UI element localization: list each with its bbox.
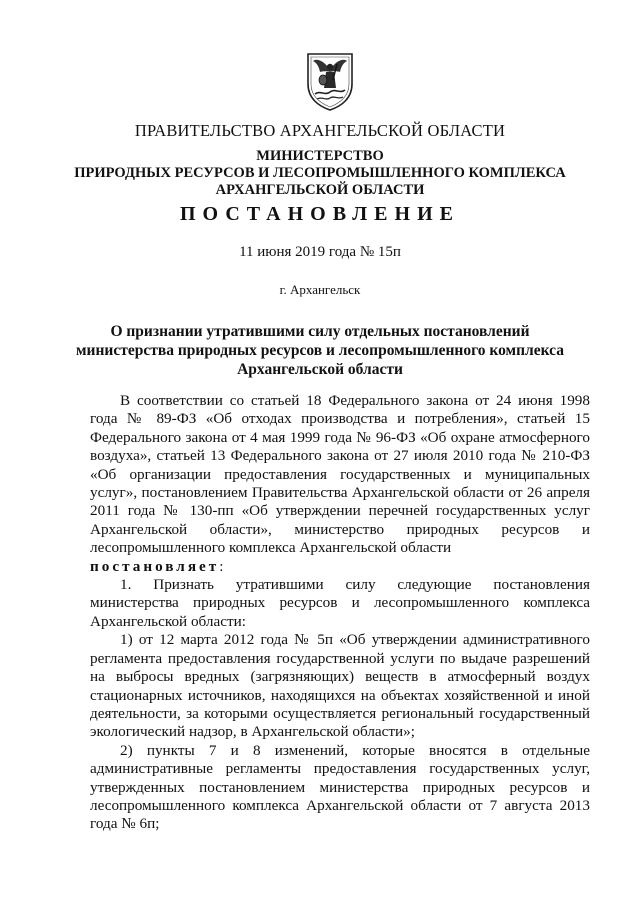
resolves-colon: : — [219, 557, 224, 575]
title-line-1: О признании утратившими силу отдельных постановлений — [110, 323, 530, 340]
subitem-2-paragraph: 2) пункты 7 и 8 изменений, которые вносятся в отдельные административные регламенты предоставления государственных услуг, утвержденных постановлением министерства природных ресурсов и лесопромышленного комплекса Архангельской области от 7 августа 2013 года № 6п; — [90, 741, 590, 833]
document-title — [0, 322, 640, 379]
document-date-number: 11 июня 2019 года № 15п — [239, 244, 401, 260]
document-type-heading: ПОСТАНОВЛЕНИЕ — [180, 203, 460, 225]
item-1-paragraph: 1. Признать утратившими силу следующие постановления министерства природных ресурсов и лесопромышленного комплекса Архангельской области: — [90, 576, 590, 630]
coat-of-arms-emblem — [304, 50, 356, 112]
title-line-2: министерства природных ресурсов и лесопромышленного комплекса — [76, 342, 564, 359]
subitem-1-paragraph: 1) от 12 марта 2012 года № 5п «Об утверждении административного регламента предоставления государственной услуги по выдаче разрешений на выбросы вредных (загрязняющих) веществ в атмосферный воздух стационарных источников, находящихся на объектах хозяйственной и иной деятельности, за которыми осуществляется региональный государственный экологический надзор, в Архангельской области»; — [90, 631, 590, 741]
ministry-line-1: МИНИСТЕРСТВО — [256, 148, 384, 164]
document-city: г. Архангельск — [279, 282, 361, 297]
coat-of-arms-icon — [304, 50, 356, 112]
preamble-paragraph: В соответствии со статьей 18 Федерального закона от 24 июня 1998 года № 89-ФЗ «Об отходах производства и потребления», статьей 15 Федерального закона от 4 мая 1999 года № 96-ФЗ «Об охране атмосферного воздуха», статьей 13 Федерального закона от 27 июля 2010 года № 210-ФЗ «Об организации предоставления государственных и муниципальных услуг», постановлением Правительства Архангельской области от 26 апреля 2011 года № 130-пп «Об утверждении перечней государственных услуг Архангельской области», министерство природных ресурсов и лесопромышленного комплекса Архангельской области — [90, 392, 590, 557]
document-body — [90, 392, 590, 834]
resolves-line — [90, 558, 590, 576]
ministry-line-2: ПРИРОДНЫХ РЕСУРСОВ И ЛЕСОПРОМЫШЛЕННОГО КОМПЛЕКСА — [74, 165, 566, 181]
ministry-line-3: АРХАНГЕЛЬСКОЙ ОБЛАСТИ — [215, 182, 425, 198]
government-name: ПРАВИТЕЛЬСТВО АРХАНГЕЛЬСКОЙ ОБЛАСТИ — [134, 121, 506, 140]
resolves-word: постановляет — [90, 557, 220, 575]
ministry-name — [0, 148, 640, 199]
title-line-3: Архангельской области — [237, 361, 403, 378]
